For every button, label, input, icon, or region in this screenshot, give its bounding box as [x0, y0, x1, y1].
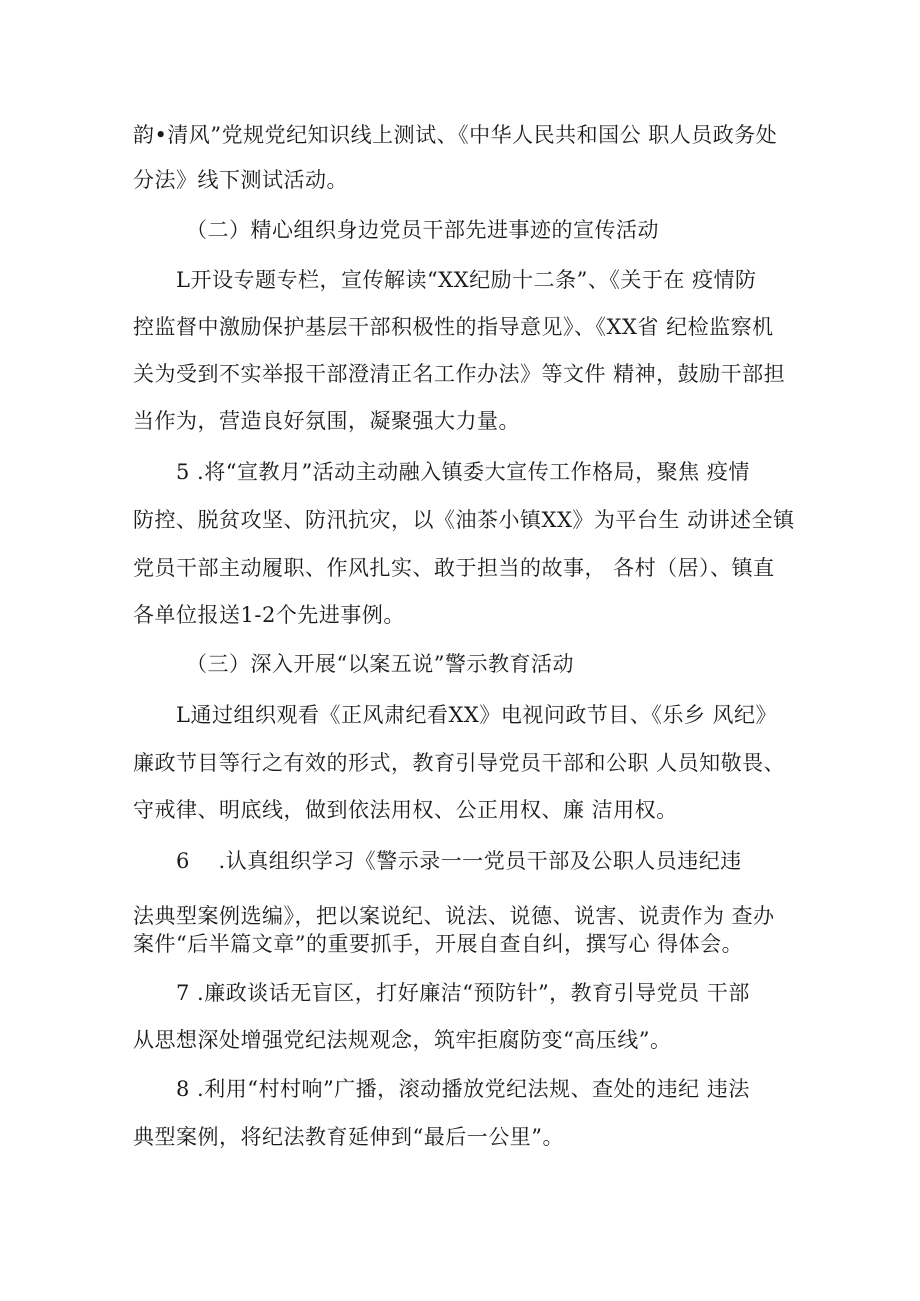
- section-heading-2: （二）精心组织身边党员干部先进事迹的宣传活动: [186, 218, 659, 242]
- text-line-21: 8 .利用“村村响”广播，滚动播放党纪法规、查处的违纪 违法: [176, 1077, 750, 1101]
- text-line-1: 韵•清风”党规党纪知识线上测试、《中华人民共和国公 职人员政务处: [133, 123, 778, 147]
- text-line-10: 党员干部主动履职、作风扎实、敢于担当的故事， 各村（居）、镇直: [133, 556, 775, 580]
- text-line-11: 各单位报送1-2个先进事例。: [133, 603, 405, 627]
- text-line-19: 7 .廉政谈话无盲区，打好廉洁“预防针”，教育引导党员 干部: [176, 981, 750, 1005]
- text-line-18: 案件“后半篇文章”的重要抓手，开展自查自纠，撰写心 得体会。: [133, 932, 744, 956]
- text-line-9: 防控、脱贫攻坚、防汛抗灾，以《油茶小镇XX》为平台生 动讲述全镇: [133, 508, 795, 532]
- text-line-15: 守戒律、明底线，做到依法用权、公正用权、廉 洁用权。: [133, 798, 678, 822]
- text-line-7: 当作为，营造良好氛围，凝聚强大力量。: [133, 409, 520, 433]
- text-line-22: 典型案例，将纪法教育延伸到“最后一公里”。: [133, 1125, 564, 1149]
- text-line-17: 法典型案例选编》，把以案说纪、说法、说德、说害、说责作为 查办: [133, 904, 775, 928]
- text-line-13: L通过组织观看《正风肃纪看XX》电视问政节目、《乐乡 风纪》: [176, 703, 778, 727]
- text-line-20: 从思想深处增强党纪法规观念，筑牢拒腐防变“高压线”。: [133, 1028, 672, 1052]
- text-line-8: 5 .将“宣教月”活动主动融入镇委大宣传工作格局，聚焦 疫情: [176, 460, 750, 484]
- text-line-4: L开设专题专栏，宣传解读“XX纪励十二条”、《关于在 疫情防: [176, 268, 757, 292]
- text-line-14: 廉政节目等行之有效的形式，教育引导党员干部和公职 人员知敬畏、: [133, 751, 786, 775]
- text-line-5: 控监督中激励保护基层干部积极性的指导意见》、《XX省 纪检监察机: [133, 315, 774, 339]
- text-line-16: 6 .认真组织学习《警示录一一党员干部及公职人员违纪违: [176, 849, 742, 873]
- text-line-6: 关为受到不实举报干部澄清正名工作办法》等文件 精神，鼓励干部担: [133, 362, 786, 386]
- section-heading-3: （三）深入开展“以案五说”警示教育活动: [186, 652, 574, 676]
- text-line-2: 分法》线下测试活动。: [133, 168, 348, 192]
